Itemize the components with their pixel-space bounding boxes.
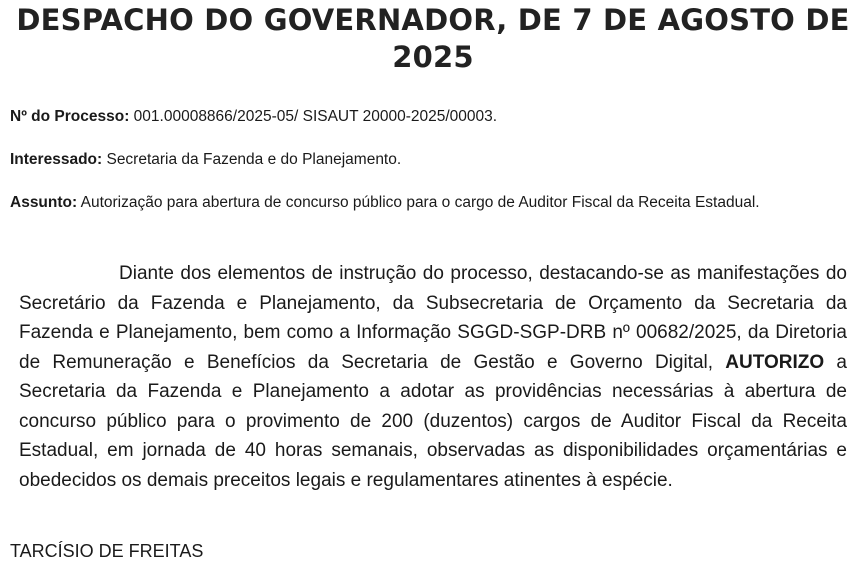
interested-party-value: Secretaria da Fazenda e do Planejamento. bbox=[102, 151, 402, 168]
subject-line bbox=[10, 193, 858, 212]
process-number-label: Nº do Processo: bbox=[10, 108, 130, 125]
interested-party-line bbox=[10, 150, 858, 169]
dispatch-body-conclusion: a Secretaria da Fazenda e Planejamento a adotar as providências necessárias à abertura de concurso público para o provimento de 200 (duzentos) cargos de Auditor Fiscal da Receita Estadual, em jornada de 40 horas semanais, observadas as disponibilidades orçamentárias e obedecidos os demais preceitos legais e regulamentares atinentes à espécie. bbox=[19, 351, 848, 491]
authorization-keyword: AUTORIZO bbox=[725, 351, 825, 373]
process-number-value: 001.00008866/2025-05/ SISAUT 20000-2025/00003. bbox=[129, 108, 498, 125]
interested-party-label: Interessado: bbox=[10, 151, 103, 168]
governor-signature: TARCÍSIO DE FREITAS bbox=[10, 541, 204, 561]
subject-value: Autorização para abertura de concurso público para o cargo de Auditor Fiscal da Receita Estadual. bbox=[77, 194, 760, 211]
document-title: DESPACHO DO GOVERNADOR, DE 7 DE AGOSTO DE 2025 bbox=[16, 3, 850, 74]
dispatch-body-intro: Diante dos elementos de instrução do processo, destacando-se as manifestações do Secretário da Fazenda e Planejamento, da Subsecretaria de Orçamento da Secretaria da Fazenda e Planejamento, bem como a Informação SGGD-SGP-DRB nº 00682/2025, da Diretoria de Remuneração e Benefícios da Secretaria de Gestão e Governo Digital, bbox=[19, 263, 847, 373]
process-number-line bbox=[10, 107, 858, 126]
subject-label: Assunto: bbox=[10, 194, 78, 211]
dispatch-body-paragraph bbox=[19, 259, 847, 495]
